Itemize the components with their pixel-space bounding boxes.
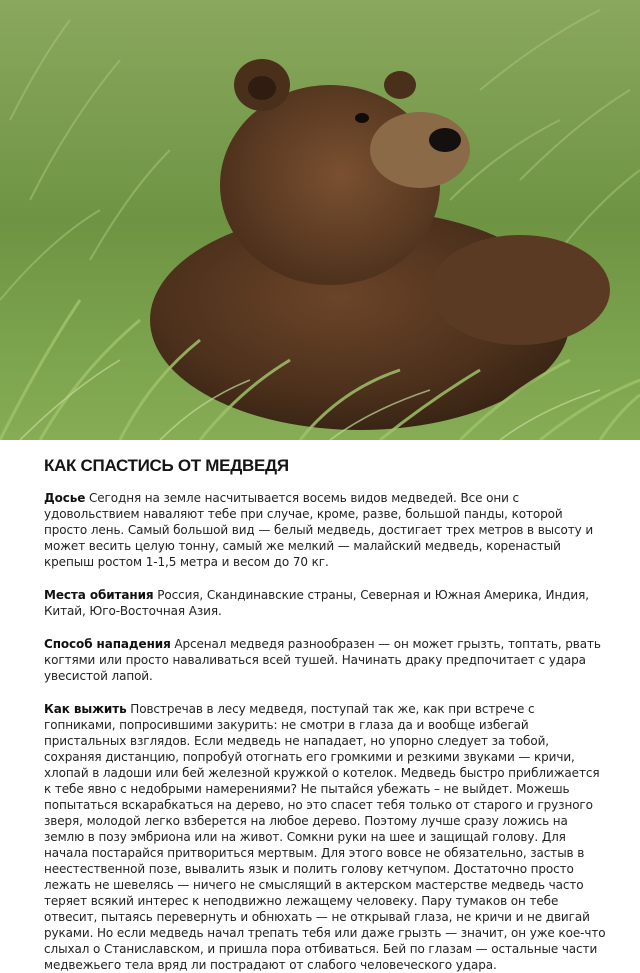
section-label: Досье: [44, 491, 86, 505]
section-attack: [44, 636, 606, 684]
section-habitat: [44, 587, 606, 619]
section-text: Россия, Скандинавские страны, Северная и Южная Америка, Индия, Китай, Юго-Восточная Азия.: [44, 588, 589, 618]
section-survive: [44, 701, 606, 973]
article: [0, 440, 640, 973]
section-text: Сегодня на земле насчитывается восемь видов медведей. Все они с удовольствием наваляют тебе при случае, кроме, разве, большой панды, которой просто лень. Самый большой вид — белый медведь, достигает трех метров в высоту и может весить целую тонну, самый же мелкий — малайский медведь, коренастый крепыш ростом 1-1,5 метра и весом до 70 кг.: [44, 491, 594, 569]
section-label: Как выжить: [44, 702, 127, 716]
section-label: Места обитания: [44, 588, 154, 602]
bear-photo: [0, 0, 640, 440]
section-text: Повстречав в лесу медведя, поступай так же, как при встрече с гопниками, попросившими закурить: не смотри в глаза да и вообще избегай пристальных взглядов. Если медведь не нападает, но упорно следует за тобой, сохраняя дистанцию, попробуй отогнать его громкими и резкими звуками — кричи, хлопай в ладоши или бей железной кружкой о котелок. Медведь быстро приближается к тебе явно с недобрыми намерениями? Не пытайся убежать – не выйдет. Можешь попытаться вскарабкаться на дерево, но это спасет тебя только от старого и грузного зверя, молодой легко взберется на любое дерево. Поэтому лучше сразу ложись на землю в позу эмбриона или на живот. Сомкни руки на шее и защищай голову. Для начала постарайся притвориться мертвым. Для этого вовсе не обязательно, застыв в неестественной позе, вывалить язык и полить голову кетчупом. Достаточно просто лежать не шевелясь — ничего не смыслящий в актерском мастерстве медведь часто теряет всякий интерес к неподвижно лежащему человеку. Пару тумаков он тебе отвесит, пытаясь перевернуть и обнюхать — не открывай глаза, не кричи и не двигай руками. Но если медведь начал трепать тебя или даже грызть — значит, он уже кое-что слыхал о Станиславском, и пришла пора отбиваться. Бей по глазам — остальные части медвежьего тела вряд ли пострадают от слабого человеческого удара.: [44, 702, 606, 972]
section-dossier: [44, 490, 606, 570]
article-title: КАК СПАСТИСЬ ОТ МЕДВЕДЯ: [44, 456, 289, 475]
section-label: Способ нападения: [44, 637, 171, 651]
section-text: Арсенал медведя разнообразен — он может грызть, топтать, рвать когтями или просто наваливаться всей тушей. Начинать драку предпочитает с удара увесистой лапой.: [44, 637, 601, 683]
brown-bear-in-grass-photo: [0, 0, 640, 440]
